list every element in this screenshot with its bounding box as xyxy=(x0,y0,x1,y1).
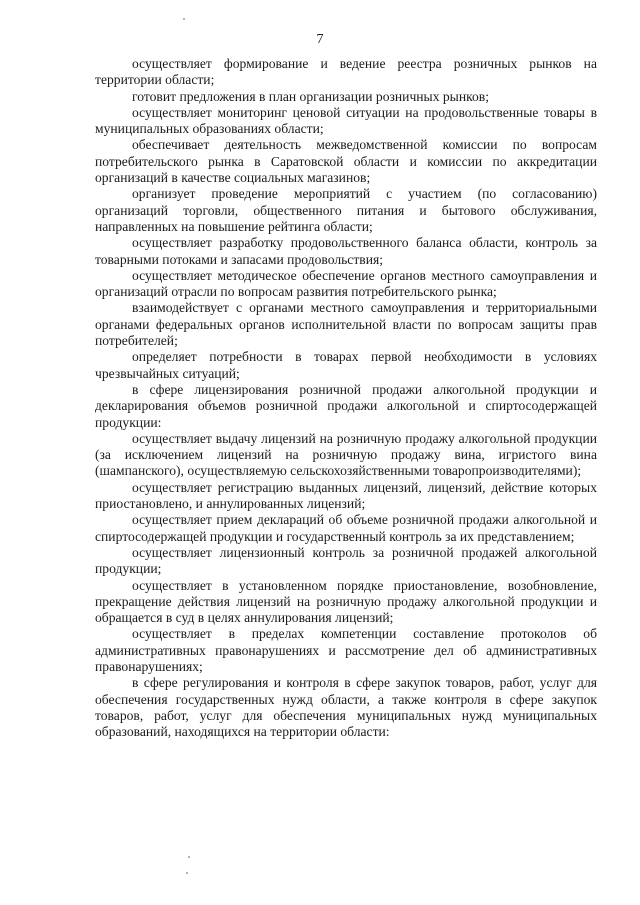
paragraph: определяет потребности в товарах первой необходимости в условиях чрезвычайных ситуаций; xyxy=(95,349,597,381)
paragraph: осуществляет в установленном порядке приостановление, возобновление, прекращение действия лицензий на розничную продажу алкогольной продукции и обращается в суд в целях аннулирования лицензий; xyxy=(95,577,597,626)
paragraph: осуществляет формирование и ведение реестра розничных рынков на территории области; xyxy=(95,56,597,88)
paragraph: взаимодействует с органами местного самоуправления и территориальными органами федеральных органов исполнительной власти по вопросам защиты прав потребителей; xyxy=(95,300,597,349)
paragraph: осуществляет мониторинг ценовой ситуации на продовольственные товары в муниципальных образованиях области; xyxy=(95,104,597,137)
paragraph: осуществляет методическое обеспечение органов местного самоуправления и организаций отрасли по вопросам развития потребительского рынка; xyxy=(95,267,597,300)
scan-speck xyxy=(186,872,188,874)
paragraph: осуществляет лицензионный контроль за розничной продажей алкогольной продукции; xyxy=(95,544,597,577)
paragraph: осуществляет разработку продовольственного баланса области, контроль за товарными потоками и запасами продовольствия; xyxy=(95,235,597,267)
scan-speck xyxy=(183,18,185,20)
paragraph: осуществляет выдачу лицензий на розничную продажу алкогольной продукции (за исключением лицензий на розничную продажу вина, игристого вина (шампанского), осуществляемую сельскохозяйственными товаропроизводителями); xyxy=(95,430,597,479)
page-number: 7 xyxy=(316,32,324,47)
paragraph: осуществляет в пределах компетенции составление протоколов об административных правонарушениях и рассмотрение дел об административных правонарушениях; xyxy=(95,626,597,674)
paragraph: в сфере лицензирования розничной продажи алкогольной продукции и декларирования объемов розничной продажи алкогольной и спиртосодержащей продукции: xyxy=(95,381,597,430)
paragraph: обеспечивает деятельность межведомственной комиссии по вопросам потребительского рынка в Саратовской области и комиссии по аккредитации организаций в качестве социальных магазинов; xyxy=(95,137,597,186)
paragraph: в сфере регулирования и контроля в сфере закупок товаров, работ, услуг для обеспечения государственных нужд области, а также контроля в сфере закупок товаров, работ, услуг для обеспечения муниципальных нужд муниципальных образований, находящихся на территории области: xyxy=(95,675,597,740)
scan-speck xyxy=(188,856,190,858)
paragraph: организует проведение мероприятий с участием (по согласованию) организаций торговли, общественного питания и бытового обслуживания, направленных на повышение рейтинга области; xyxy=(95,186,597,234)
paragraph: готовит предложения в план организации розничных рынков; xyxy=(132,88,490,104)
document-body xyxy=(95,56,597,740)
paragraph: осуществляет прием деклараций об объеме розничной продажи алкогольной и спиртосодержащей продукции и государственный контроль за их представлением; xyxy=(95,512,597,544)
paragraph: осуществляет регистрацию выданных лицензий, лицензий, действие которых приостановлено, и аннулированных лицензий; xyxy=(95,479,597,512)
